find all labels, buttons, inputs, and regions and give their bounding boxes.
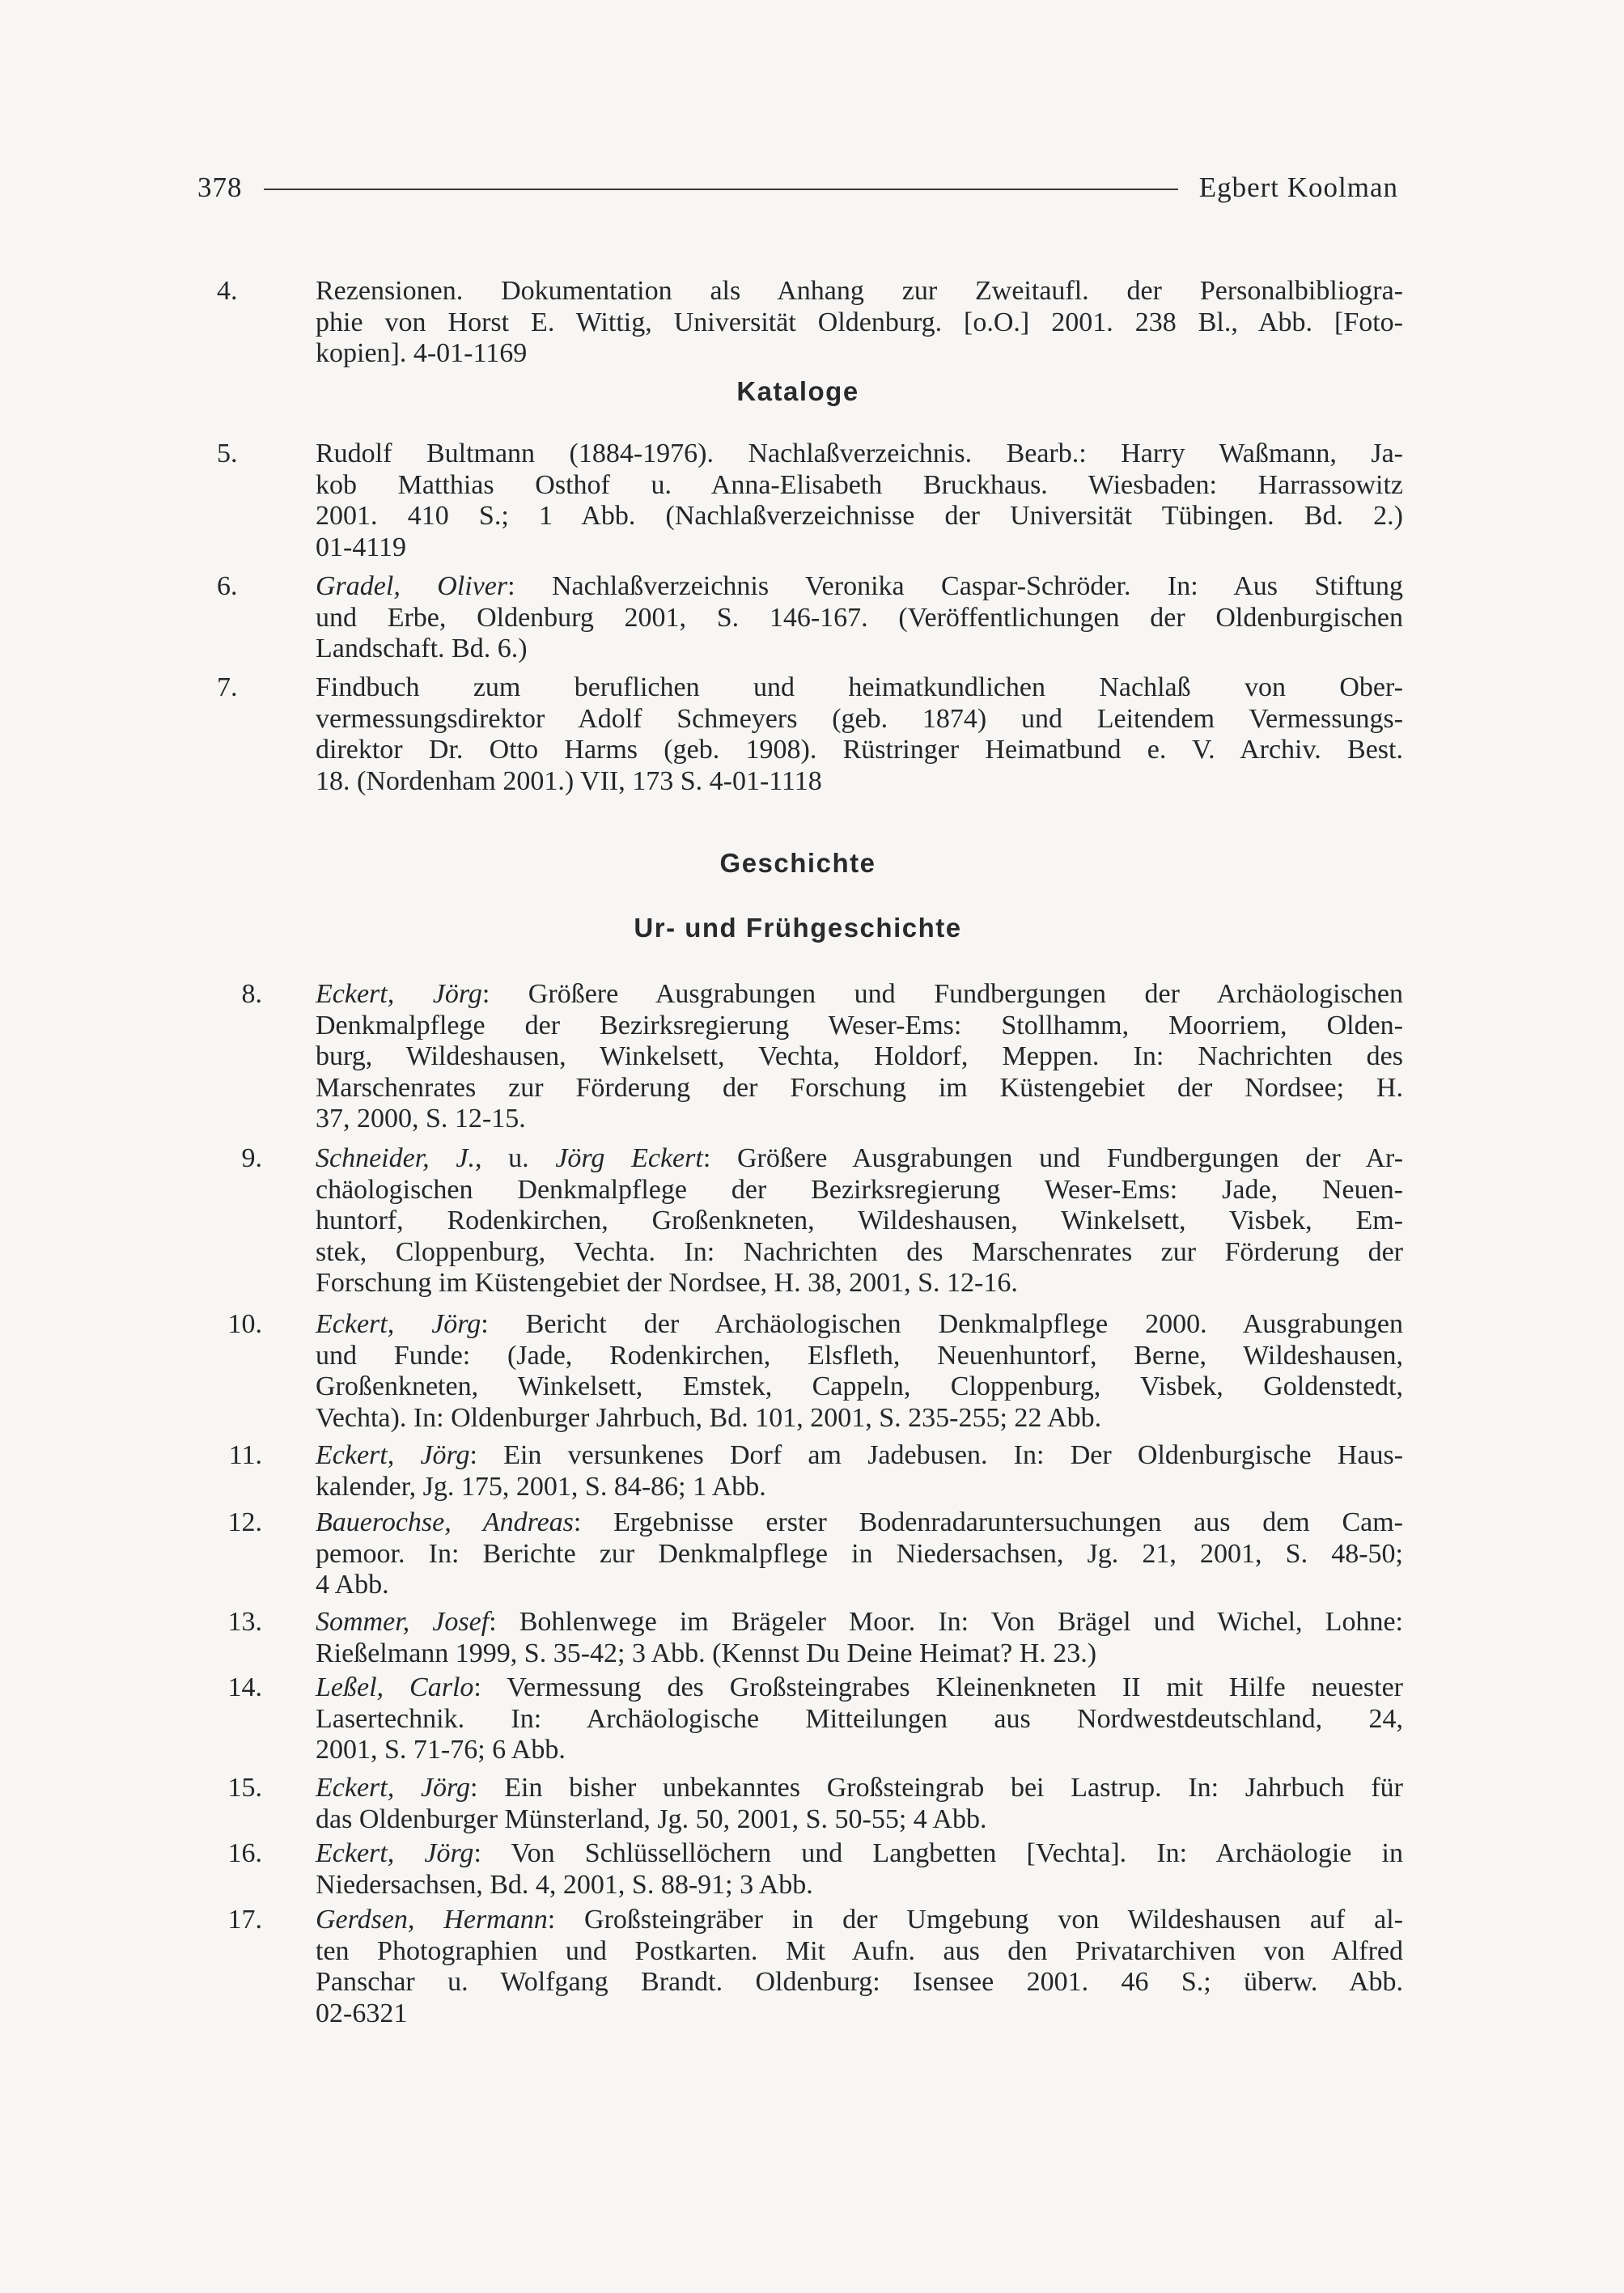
entry-line: ten Photographien und Postkarten. Mit Aufn. aus den Privatarchiven von Alfred — [316, 1935, 1403, 1966]
entry-line-text: : Bericht der Archäologischen Denkmalpflege 2000. Ausgrabungen — [481, 1309, 1404, 1339]
entry-line: Panschar u. Wolfgang Brandt. Oldenburg: Isensee 2001. 46 S.; überw. Abb. — [316, 1967, 1403, 1997]
entry-line: 2001. 410 S.; 1 Abb. (Nachlaßverzeichnisse der Universität Tübingen. Bd. 2.) — [316, 501, 1403, 531]
entry-line-text: : Ergebnisse erster Bodenradaruntersuchungen aus dem Cam- — [573, 1507, 1403, 1537]
entry-number: 8. — [241, 979, 262, 1009]
entry-text — [316, 439, 1403, 563]
entry-author: Eckert, Jörg — [316, 1838, 474, 1868]
entry-line: kalender, Jg. 175, 2001, S. 84-86; 1 Abb. — [316, 1471, 766, 1502]
entry-line-text: : Nachlaßverzeichnis Veronika Caspar-Schröder. In: Aus Stiftung — [507, 571, 1404, 601]
entry-text — [316, 1440, 1403, 1503]
entry-text — [316, 979, 1403, 1135]
entry-author: Schneider, J. — [316, 1143, 475, 1173]
running-header — [197, 165, 1398, 210]
bibliography-entry-4 — [197, 276, 1403, 370]
entry-line: 2001, S. 71-76; 6 Abb. — [316, 1735, 566, 1765]
entry-author: Eckert, Jörg — [316, 1773, 471, 1803]
entry-number: 17. — [227, 1905, 262, 1935]
entry-line — [316, 1507, 1403, 1539]
entry-number: 14. — [227, 1672, 262, 1702]
entry-author: Gerdsen, Hermann — [316, 1905, 548, 1935]
bibliography-entry-10 — [197, 1309, 1403, 1434]
entry-author: Sommer, Josef — [316, 1607, 490, 1637]
entry-number: 10. — [227, 1309, 262, 1339]
entry-line: Lasertechnik. In: Archäologische Mitteilungen aus Nordwestdeutschland, 24, — [316, 1703, 1403, 1734]
entry-line: Niedersachsen, Bd. 4, 2001, S. 88-91; 3 Abb. — [316, 1869, 813, 1900]
entry-line: 01-4119 — [316, 532, 407, 562]
entry-number: 11. — [228, 1440, 262, 1470]
bibliography-entry-12 — [197, 1507, 1403, 1601]
entry-text — [316, 1309, 1403, 1434]
bibliography-entry-16 — [197, 1838, 1403, 1901]
bibliography-entry-7 — [197, 672, 1403, 797]
entry-text — [316, 1607, 1403, 1669]
entry-number: 7. — [217, 672, 238, 702]
entry-number: 5. — [217, 439, 238, 468]
entry-line: Landschaft. Bd. 6.) — [316, 634, 528, 663]
entry-text — [316, 1507, 1403, 1601]
entry-text — [316, 276, 1403, 370]
entry-line: kopien]. 4-01-1169 — [316, 338, 528, 368]
bibliography-entry-11 — [197, 1440, 1403, 1503]
entry-author: Leßel, Carlo — [316, 1672, 474, 1702]
entry-text — [316, 1773, 1403, 1835]
entry-text — [316, 1672, 1403, 1766]
entry-number: 12. — [227, 1507, 262, 1537]
page-number: 378 — [197, 172, 243, 203]
entry-number: 13. — [227, 1607, 262, 1637]
bibliography-entry-17 — [197, 1905, 1403, 2029]
entry-line-text: : Vermessung des Großsteingrabes Kleinenkneten II mit Hilfe neuester — [473, 1672, 1403, 1702]
entry-line: Vechta). In: Oldenburger Jahrbuch, Bd. 101, 2001, S. 235-255; 22 Abb. — [316, 1402, 1102, 1433]
header-rule — [264, 189, 1178, 190]
entry-line: kob Matthias Osthof u. Anna-Elisabeth Bruckhaus. Wiesbaden: Harrassowitz — [316, 469, 1403, 500]
entry-line: chäologischen Denkmalpflege der Bezirksregierung Weser-Ems: Jade, Neuen- — [316, 1174, 1403, 1205]
entry-line — [316, 1905, 1403, 1936]
entry-line: vermessungsdirektor Adolf Schmeyers (geb. 1874) und Leitendem Vermessungs- — [316, 703, 1403, 734]
entry-line: huntorf, Rodenkirchen, Großenkneten, Wildeshausen, Winkelsett, Visbek, Em- — [316, 1206, 1403, 1236]
entry-line — [316, 1773, 1403, 1804]
entry-line: pemoor. In: Berichte zur Denkmalpflege in Niedersachsen, Jg. 21, 2001, S. 48-50; — [316, 1538, 1403, 1569]
entry-number: 15. — [227, 1773, 262, 1803]
bibliography-entry-6 — [197, 571, 1403, 665]
entry-line: Marschenrates zur Förderung der Forschung im Küstengebiet der Nordsee; H. — [316, 1072, 1403, 1103]
bibliography-entry-8 — [197, 979, 1403, 1135]
bibliography-entry-14 — [197, 1672, 1403, 1766]
entry-author: Eckert, Jörg — [316, 1309, 481, 1339]
entry-number: 6. — [217, 571, 238, 601]
entry-line — [316, 1672, 1403, 1704]
entry-line: phie von Horst E. Wittig, Universität Oldenburg. [o.O.] 2001. 238 Bl., Abb. [Foto- — [316, 307, 1403, 337]
entry-line-text: : Ein versunkenes Dorf am Jadebusen. In: Der Oldenburgische Haus- — [469, 1440, 1404, 1470]
entry-line — [316, 1607, 1403, 1638]
entry-author: Bauerochse, Andreas — [316, 1507, 574, 1537]
entry-line: Rudolf Bultmann (1884-1976). Nachlaßverzeichnis. Bearb.: Harry Waßmann, Ja- — [316, 439, 1403, 468]
entry-line-text: : Von Schlüssellöchern und Langbetten [Vechta]. In: Archäologie in — [473, 1838, 1403, 1868]
entry-line — [316, 1440, 1403, 1472]
entry-number: 4. — [217, 276, 238, 306]
entry-line: das Oldenburger Münsterland, Jg. 50, 2001, S. 50-55; 4 Abb. — [316, 1803, 987, 1834]
entry-text — [316, 571, 1403, 665]
entry-line-text: : Größere Ausgrabungen und Fundbergungen der Ar- — [702, 1143, 1404, 1173]
section-heading-kataloge: Kataloge — [736, 376, 859, 406]
entry-text — [316, 1838, 1403, 1901]
running-header-author: Egbert Koolman — [1198, 172, 1398, 203]
entry-line — [316, 1143, 1403, 1175]
entry-line: 18. (Nordenham 2001.) VII, 173 S. 4-01-1118 — [316, 765, 822, 796]
bibliography-entry-9 — [197, 1143, 1403, 1299]
entry-text — [316, 1905, 1403, 2029]
entry-line: 4 Abb. — [316, 1570, 389, 1600]
entry-line-text: : Größere Ausgrabungen und Fundbergungen der Archäologischen — [481, 979, 1403, 1009]
entry-line: burg, Wildeshausen, Winkelsett, Vechta, Holdorf, Meppen. In: Nachrichten des — [316, 1041, 1403, 1071]
entry-line-text: : Bohlenwege im Brägeler Moor. In: Von Brägel und Wichel, Lohne: — [489, 1607, 1403, 1637]
entry-line: Denkmalpflege der Bezirksregierung Weser-Ems: Stollhamm, Moorriem, Olden- — [316, 1010, 1403, 1041]
entry-line: und Funde: (Jade, Rodenkirchen, Elsfleth, Neuenhuntorf, Berne, Wildeshausen, — [316, 1340, 1403, 1371]
entry-line-text: : Ein bisher unbekanntes Großsteingrab bei Lastrup. In: Jahrbuch für — [470, 1773, 1403, 1803]
section-heading-ur-fruehgeschichte: Ur- und Frühgeschichte — [634, 913, 962, 943]
entry-line — [316, 979, 1403, 1011]
section-heading-geschichte: Geschichte — [719, 848, 876, 878]
entry-number: 16. — [227, 1838, 262, 1868]
entry-coauthor: Jörg Eckert — [555, 1143, 703, 1173]
entry-line: Findbuch zum beruflichen und heimatkundlichen Nachlaß von Ober- — [316, 672, 1403, 702]
entry-line: Großenkneten, Winkelsett, Emstek, Cappeln, Cloppenburg, Visbek, Goldenstedt, — [316, 1371, 1403, 1401]
entry-line: 37, 2000, S. 12-15. — [316, 1104, 526, 1134]
entry-line: Forschung im Küstengebiet der Nordsee, H. 38, 2001, S. 12-16. — [316, 1268, 1018, 1298]
bibliography-entry-13 — [197, 1607, 1403, 1669]
entry-author-joiner: , u. — [474, 1143, 556, 1173]
entry-text — [316, 1143, 1403, 1299]
entry-author: Eckert, Jörg — [316, 979, 482, 1009]
entry-line: direktor Dr. Otto Harms (geb. 1908). Rüstringer Heimatbund e. V. Archiv. Best. — [316, 735, 1403, 765]
entry-line: 02-6321 — [316, 1998, 408, 2028]
entry-line: Rezensionen. Dokumentation als Anhang zur Zweitaufl. der Personalbibliogra- — [316, 276, 1403, 306]
entry-line: und Erbe, Oldenburg 2001, S. 146-167. (Veröffentlichungen der Oldenburgischen — [316, 602, 1403, 633]
bibliography-entry-15 — [197, 1773, 1403, 1835]
entry-line — [316, 571, 1403, 603]
entry-author: Gradel, Oliver — [316, 571, 508, 601]
entry-line-text: : Großsteingräber in der Umgebung von Wildeshausen auf al- — [547, 1905, 1403, 1935]
entry-line: Rießelmann 1999, S. 35-42; 3 Abb. (Kennst Du Deine Heimat? H. 23.) — [316, 1638, 1097, 1668]
entry-line — [316, 1309, 1403, 1341]
entry-line — [316, 1838, 1403, 1870]
bibliography-entry-5 — [197, 439, 1403, 563]
entry-number: 9. — [241, 1143, 262, 1173]
entry-line: stek, Cloppenburg, Vechta. In: Nachrichten des Marschenrates zur Förderung der — [316, 1236, 1403, 1267]
entry-author: Eckert, Jörg — [316, 1440, 470, 1470]
entry-text — [316, 672, 1403, 797]
